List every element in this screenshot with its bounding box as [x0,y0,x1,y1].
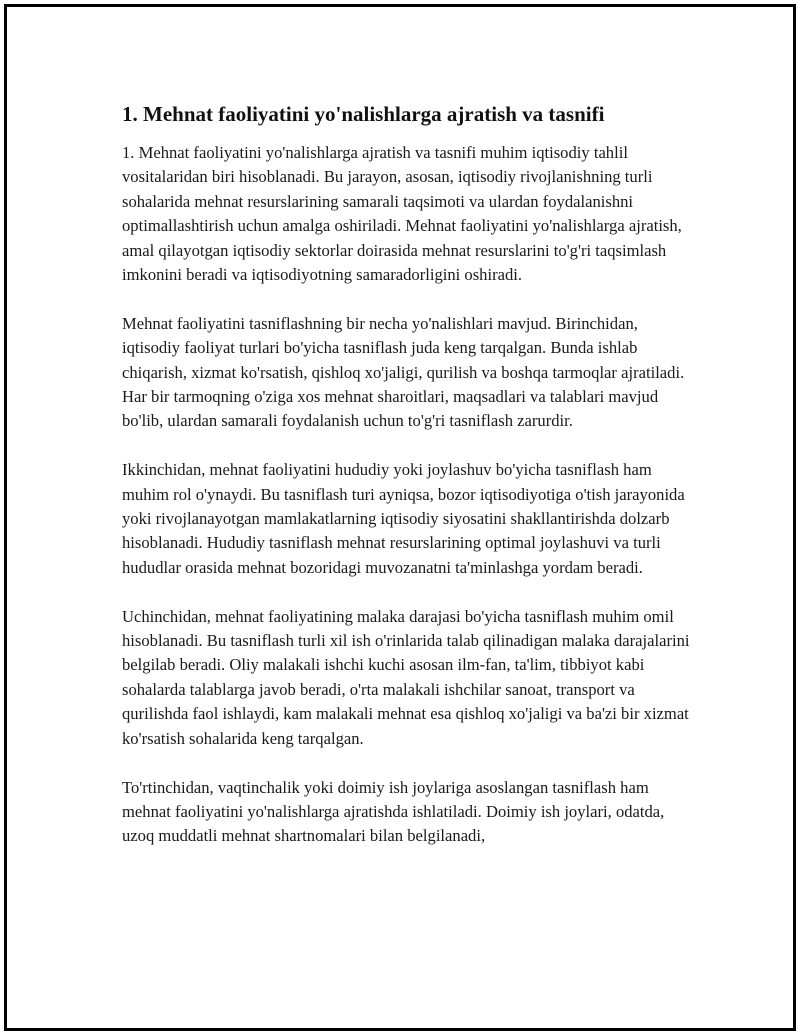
document-body [122,101,697,873]
page-frame [4,4,796,1031]
paragraph-3: Ikkinchidan, mehnat faoliyatini hududiy yoki joylashuv bo'yicha tasniflash ham muhim rol o'ynaydi. Bu tasniflash turi ayniqsa, bozor iqtisodiyotiga o'tish jarayonida yoki rivojlanayotgan mamlakatlarning iqtisodiy siyosatini shakllantirishda dolzarb hisoblanadi. Hududiy tasniflash mehnat resurslarining optimal joylashuvi va turli hududlar orasida mehnat bozoridagi muvozanatni ta'minlashga yordam beradi. [122,460,685,577]
paragraph-2: Mehnat faoliyatini tasniflashning bir necha yo'nalishlari mavjud. Birinchidan, iqtisodiy faoliyat turlari bo'yicha tasniflash juda keng tarqalgan. Bunda ishlab chiqarish, xizmat ko'rsatish, qishloq xo'jaligi, qurilish va boshqa tarmoqlar ajratiladi. Har bir tarmoqning o'ziga xos mehnat sharoitlari, maqsadlari va talablari mavjud bo'lib, ulardan samarali foydalanish uchun to'g'ri tasniflash zarurdir. [122,313,685,431]
document-title: 1. Mehnat faoliyatini yo'nalishlarga ajratish va tasnifi [122,102,605,126]
paragraph-4: Uchinchidan, mehnat faoliyatining malaka darajasi bo'yicha tasniflash muhim omil hisoblanadi. Bu tasniflash turli xil ish o'rinlarida talab qilinadigan malaka darajalarini belgilab beradi. Oliy malakali ishchi kuchi asosan ilm-fan, ta'lim, tibbiyot kabi sohalarda talablarga javob beradi, o'rta malakali ishchilar sanoat, transport va qurilishda faol ishlaydi, kam malakali mehnat esa qishloq xo'jaligi va ba'zi bir xizmat ko'rsatish sohalarida keng tarqalgan. [122,606,690,748]
paragraph-1: 1. Mehnat faoliyatini yo'nalishlarga ajratish va tasnifi muhim iqtisodiy tahlil vositalaridan biri hisoblanadi. Bu jarayon, asosan, iqtisodiy rivojlanishning turli sohalarida mehnat resurslarining samarali taqsimoti va ulardan foydalanishni optimallashtirish uchun amalga oshiriladi. Mehnat faoliyatini yo'nalishlarga ajratish, amal qilayotgan iqtisodiy sektorlar doirasida mehnat resurslarini to'g'ri taqsimlash imkonini beradi va iqtisodiyotning samaradorligini oshiradi. [122,143,682,285]
paragraph-5: To'rtinchidan, vaqtinchalik yoki doimiy ish joylariga asoslangan tasniflash ham mehnat faoliyatini yo'nalishlarga ajratishda ishlatiladi. Doimiy ish joylari, odatda, uzoq muddatli mehnat shartnomalari bilan belgilanadi, [122,777,665,846]
